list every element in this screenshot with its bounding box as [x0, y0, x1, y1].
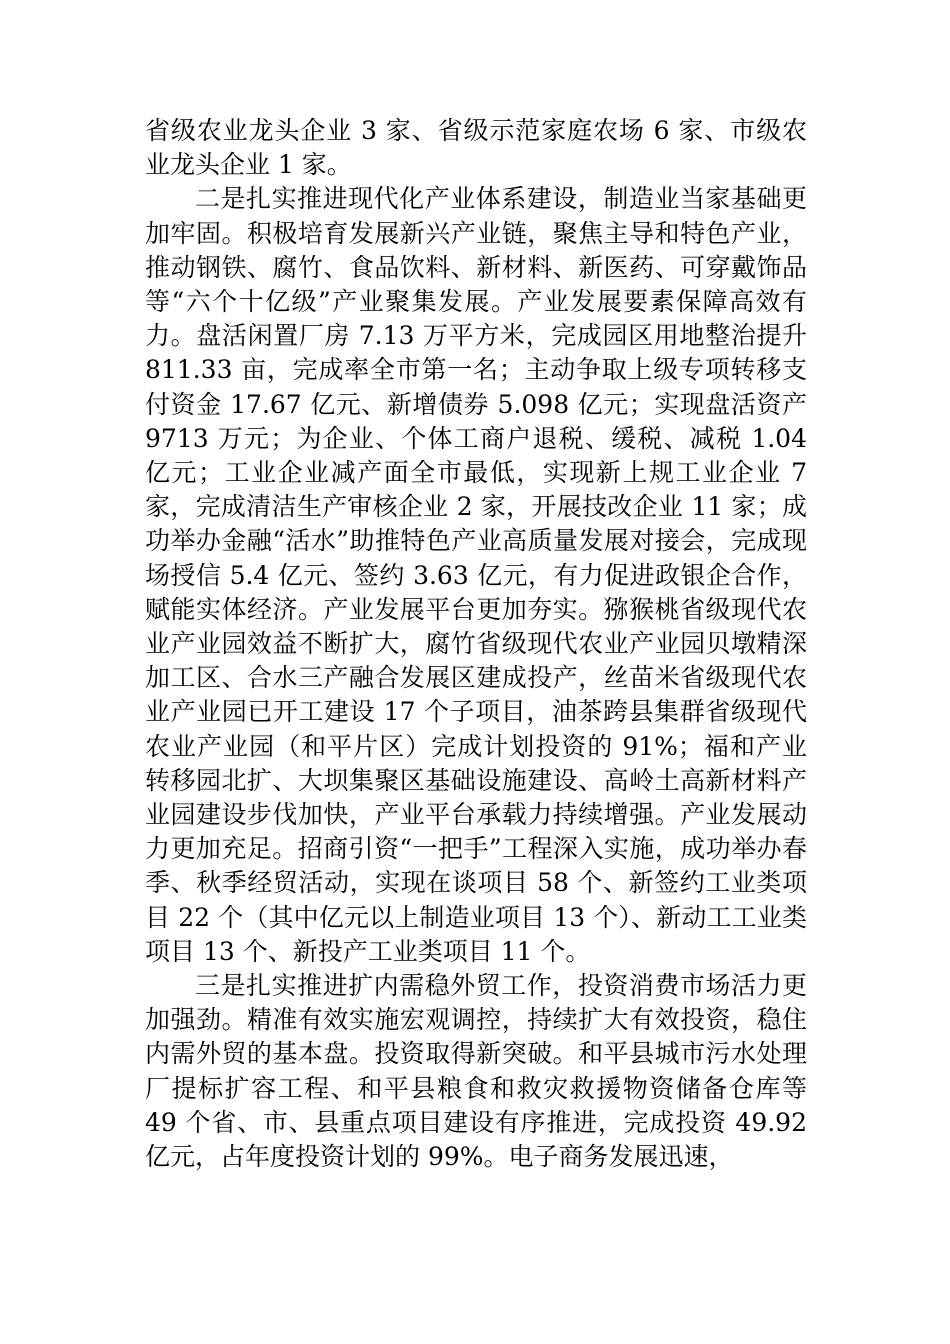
- paragraph-domestic-demand: 三是扎实推进扩内需稳外贸工作，投资消费市场活力更加强劲。精准有效实施宏观调控，持续扩大有效投资，稳住内需外贸的基本盘。投资取得新突破。和平县城市污水处理厂提标扩容工程、和平县粮食和救灾救援物资储备仓库等 49 个省、市、县重点项目建设有序推进，完成投资 49.92 亿元，占年度投资计划的 99%。电子商务发展迅速，: [145, 971, 807, 1172]
- paragraph-industrial-system: 二是扎实推进现代化产业体系建设，制造业当家基础更加牢固。积极培育发展新兴产业链，聚焦主导和特色产业，推动钢铁、腐竹、食品饮料、新材料、新医药、可穿戴饰品等“六个十亿级”产业聚集发展。产业发展要素保障高效有力。盘活闲置厂房 7.13 万平方米，完成园区用地整治提升 811.33 亩，完成率全市第一名；主动争取上级专项转移支付资金 17.67 亿元、新增债券 5.098 亿元；实现盘活资产 9713 万元；为企业、个体工商户退税、缓税、减税 1.04 亿元；工业企业减产面全市最低，实现新上规工业企业 7 家，完成清洁生产审核企业 2 家，开展技改企业 11 家；成功举办金融“活水”助推特色产业高质量发展对接会，完成现场授信 5.4 亿元、签约 3.63 亿元，有力促进政银企合作，赋能实体经济。产业发展平台更加夯实。猕猴桃省级现代农业产业园效益不断扩大，腐竹省级现代农业产业园贝墩精深加工区、合水三产融合发展区建成投产，丝苗米省级现代农业产业园已开工建设 17 个子项目，油茶跨县集群省级现代农业产业园（和平片区）完成计划投资的 91%；福和产业转移园北扩、大坝集聚区基础设施建设、高岭土高新材料产业园建设步伐加快，产业平台承载力持续增强。产业发展动力更加充足。招商引资“一把手”工程深入实施，成功举办春季、秋季经贸活动，实现在谈项目 58 个、新签约工业类项目 22 个（其中亿元以上制造业项目 13 个）、新动工工业类项目 13 个、新投产工业类项目 11 个。: [145, 184, 807, 966]
- paragraph-continuation: 省级农业龙头企业 3 家、省级示范家庭农场 6 家、市级农业龙头企业 1 家。: [145, 116, 807, 180]
- document-body: [145, 114, 807, 1174]
